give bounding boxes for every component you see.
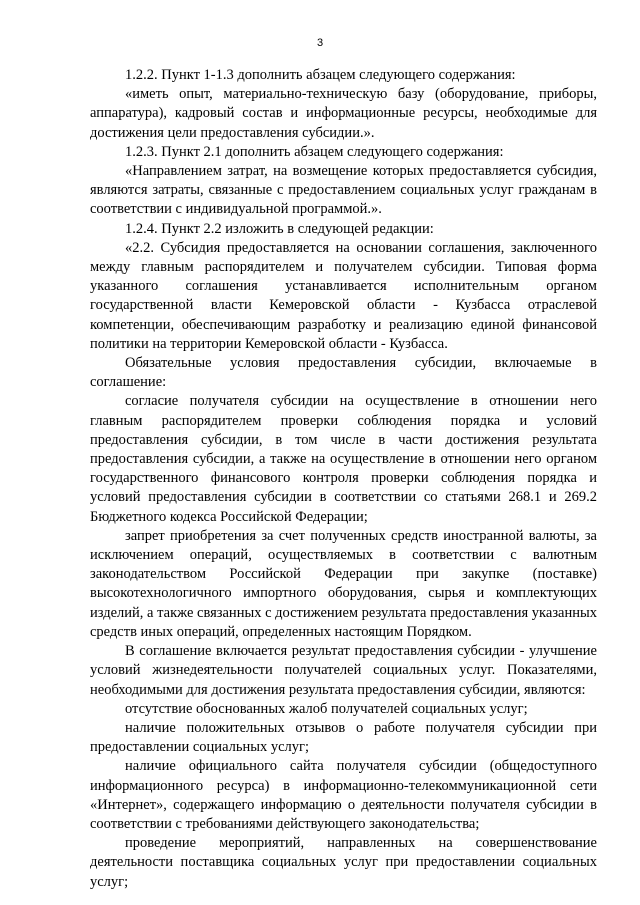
paragraph-1-2-2: 1.2.2. Пункт 1-1.3 дополнить абзацем следующего содержания:	[125, 67, 516, 83]
paragraph-result: В соглашение включается результат предоставления субсидии - улучшение условий жизнедеятельности получателей социальных услуг. Показателями, необходимыми для достижения результата предоставления субсидии, являются:	[90, 643, 597, 698]
paragraph-events: проведение мероприятий, направленных на совершенствование деятельности поставщика социальных услуг при предоставлении социальных услуг;	[90, 835, 597, 890]
paragraph-currency-ban: запрет приобретения за счет полученных средств иностранной валюты, за исключением операций, осуществляемых в соответствии с валютным законодательством Российской Федерации при закупке (поставке) высокотехнологичного импортного оборудования, сырья и комплектующих изделий, а также связанных с достижением результата предоставления указанных средств иных операций, определенных настоящим Порядком.	[90, 527, 597, 640]
paragraph-2-2-subsidy: «2.2. Субсидия предоставляется на основании соглашения, заключенного между главным распорядителем и получателем субсидии. Типовая форма указанного соглашения устанавливается исполнительным органом государственной власти Кемеровской области - Кузбасса отраслевой компетенции, обеспечивающим разработку и реализацию единой финансовой политики на территории Кемеровской области - Кузбасса.	[90, 239, 597, 352]
document-body	[90, 66, 597, 892]
paragraph-no-complaints: отсутствие обоснованных жалоб получателей социальных услуг;	[125, 700, 528, 717]
paragraph-1-2-4: 1.2.4. Пункт 2.2 изложить в следующей редакции:	[125, 220, 434, 237]
paragraph-1-2-3: 1.2.3. Пункт 2.1 дополнить абзацем следующего содержания:	[125, 143, 504, 160]
paragraph-quote-expenses: «Направлением затрат, на возмещение которых предоставляется субсидия, являются затраты, связанные с предоставлением социальных услуг гражданам в соответствии с индивидуальной программой.».	[90, 163, 597, 218]
paragraph-mandatory-conditions: Обязательные условия предоставления субсидии, включаемые в соглашение:	[90, 355, 597, 391]
paragraph-official-site: наличие официального сайта получателя субсидии (общедоступного информационного ресурса) в информационно-телекоммуникационной сети «Интернет», содержащего информацию о деятельности получателя субсидии в соответствии с требованиями действующего законодательства;	[90, 758, 597, 832]
paragraph-consent: согласие получателя субсидии на осуществление в отношении него главным распорядителем проверки соблюдения порядка и условий предоставления субсидии, в том числе в части достижения результата предоставления субсидии, а также на осуществление в отношении него органом государственного финансового контроля проверки соблюдения порядка и условий предоставления субсидии в соответствии со статьями 268.1 и 269.2 Бюджетного кодекса Российской Федерации;	[90, 393, 597, 525]
paragraph-positive-reviews: наличие положительных отзывов о работе получателя субсидии при предоставлении социальных услуг;	[90, 719, 597, 756]
page-number: 3	[316, 37, 324, 49]
paragraph-quote-experience: «иметь опыт, материально-техническую базу (оборудование, приборы, аппаратура), кадровый состав и информационные ресурсы, необходимые для достижения цели предоставления субсидии.».	[90, 86, 597, 141]
